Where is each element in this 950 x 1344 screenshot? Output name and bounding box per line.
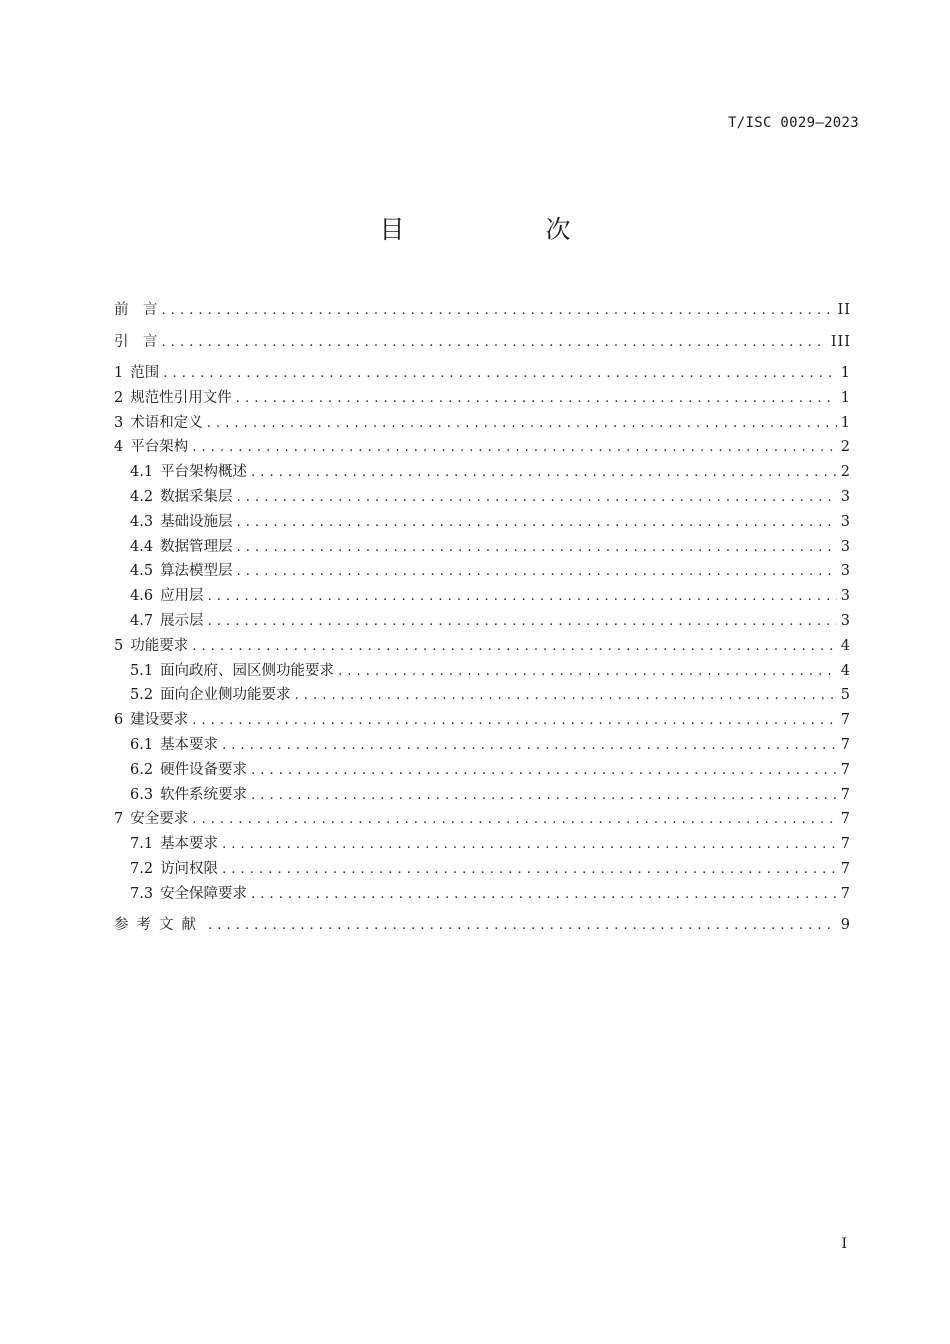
toc-entry-7-2[interactable]	[114, 857, 851, 882]
toc-entry-page: 3	[840, 488, 851, 505]
toc-leader-dots	[208, 918, 837, 933]
toc-leader-dots	[251, 465, 837, 480]
toc-leader-dots	[192, 713, 837, 728]
toc-entry-intro[interactable]	[114, 330, 851, 362]
toc-leader-dots	[208, 589, 837, 604]
toc-entry-label: 参考文献	[114, 916, 204, 933]
toc-entry-4-7[interactable]	[114, 609, 851, 634]
toc-entry-5-1[interactable]	[114, 659, 851, 684]
toc-entry-number: 4.1	[130, 464, 154, 481]
toc-entry-label: 基本要求	[160, 736, 219, 753]
toc-entry-label: 前 言	[114, 302, 158, 318]
toc-entry-4-5[interactable]	[114, 559, 851, 584]
toc-entry-number: 6	[114, 712, 124, 729]
toc-entry-number: 5	[114, 637, 124, 654]
toc-entry-page: III	[830, 333, 851, 350]
toc-leader-dots	[162, 335, 827, 350]
toc-entry-number: 6.3	[130, 786, 154, 803]
toc-entry-label: 算法模型层	[160, 563, 233, 580]
toc-entry-page: 3	[840, 538, 851, 555]
toc-entry-number: 7.2	[130, 860, 154, 877]
toc-entry-label: 基本要求	[160, 836, 219, 853]
toc-entry-1[interactable]	[114, 361, 851, 386]
toc-entry-label: 引 言	[114, 333, 158, 350]
toc-leader-dots	[251, 887, 837, 902]
toc-entry-page: 3	[840, 612, 851, 629]
toc-entry-page: 5	[840, 687, 851, 704]
toc-entry-page: 2	[840, 464, 851, 481]
toc-entry-label: 平台架构概述	[160, 464, 248, 481]
toc-title: 目 次	[379, 215, 629, 244]
toc-entry-number: 6.1	[130, 736, 154, 753]
toc-entry-label: 数据管理层	[160, 538, 233, 555]
toc-leader-dots	[295, 688, 837, 703]
toc-entry-number: 7	[114, 811, 124, 828]
toc-entry-4-6[interactable]	[114, 584, 851, 609]
toc-entry-6-2[interactable]	[114, 758, 851, 783]
toc-entry-number: 3	[114, 414, 124, 431]
toc-entry-page: 7	[840, 836, 851, 853]
toc-entry-4-2[interactable]	[114, 485, 851, 510]
toc-entry-page: 1	[840, 389, 851, 406]
toc-entry-page: 2	[840, 439, 851, 456]
toc-leader-dots	[192, 639, 837, 654]
toc-leader-dots	[338, 664, 837, 679]
toc-entry-number: 4.4	[130, 538, 154, 555]
toc-entry-label: 规范性引用文件	[130, 389, 232, 406]
toc-entry-5-2[interactable]	[114, 683, 851, 708]
toc-entry-label: 建设要求	[130, 712, 189, 729]
toc-entry-page: 7	[840, 736, 851, 753]
toc-leader-dots	[237, 490, 837, 505]
toc-entry-label: 功能要求	[130, 637, 189, 654]
toc-leader-dots	[208, 614, 837, 629]
toc-entry-number: 4.3	[130, 513, 154, 530]
toc-leader-dots	[237, 564, 837, 579]
toc-entry-page: 4	[840, 662, 851, 679]
toc-entry-number: 6.2	[130, 761, 154, 778]
toc-leader-dots	[251, 763, 837, 778]
toc-entry-4-4[interactable]	[114, 535, 851, 560]
toc-entry-label: 安全要求	[130, 811, 189, 828]
toc-entry-5[interactable]	[114, 634, 851, 659]
toc-entry-label: 硬件设备要求	[160, 761, 248, 778]
toc-entry-page: 3	[840, 588, 851, 605]
document-code: T/ISC 0029—2023	[728, 115, 859, 131]
toc-entry-number: 7.1	[130, 836, 154, 853]
toc-entry-page: 3	[840, 563, 851, 580]
toc-entry-number: 4.6	[130, 588, 154, 605]
toc-leader-dots	[222, 862, 837, 877]
toc-entry-page: 4	[840, 637, 851, 654]
toc-entry-6[interactable]	[114, 708, 851, 733]
toc-entry-number: 5.2	[130, 687, 154, 704]
toc-entry-number: 4	[114, 439, 124, 456]
toc-leader-dots	[192, 440, 837, 455]
toc-entry-4[interactable]	[114, 435, 851, 460]
toc-entry-number: 5.1	[130, 662, 154, 679]
toc-entry-4-1[interactable]	[114, 460, 851, 485]
toc-entry-page: 7	[840, 860, 851, 877]
toc-entry-page: 7	[840, 811, 851, 828]
toc-entry-number: 4.7	[130, 612, 154, 629]
toc-entry-6-1[interactable]	[114, 733, 851, 758]
toc-entry-label: 面向企业侧功能要求	[160, 687, 291, 704]
toc-leader-dots	[222, 738, 837, 753]
toc-entry-number: 4.2	[130, 488, 154, 505]
toc-entry-3[interactable]	[114, 411, 851, 436]
toc-entry-page: II	[837, 302, 851, 318]
toc-entry-page: 7	[840, 761, 851, 778]
toc-entry-number: 2	[114, 389, 124, 406]
toc-entry-label: 平台架构	[130, 439, 189, 456]
toc-leader-dots	[251, 788, 837, 803]
toc-entry-label: 基础设施层	[160, 513, 233, 530]
toc-entry-label: 访问权限	[160, 860, 219, 877]
toc-leader-dots	[237, 540, 837, 555]
toc-leader-dots	[207, 416, 837, 431]
page-number: I	[841, 1236, 847, 1252]
toc-leader-dots	[236, 391, 837, 406]
toc-entry-label: 范围	[130, 365, 160, 381]
toc-leader-dots	[237, 515, 837, 530]
toc-entry-page: 1	[840, 414, 851, 431]
toc-entry-page: 9	[840, 916, 851, 933]
table-of-contents	[114, 298, 851, 937]
toc-entry-label: 应用层	[160, 588, 204, 605]
toc-entry-2[interactable]	[114, 386, 851, 411]
toc-entry-7-3[interactable]	[114, 882, 851, 907]
toc-entry-4-3[interactable]	[114, 510, 851, 535]
toc-entry-page: 3	[840, 513, 851, 530]
toc-entry-page: 7	[840, 712, 851, 729]
toc-leader-dots	[192, 812, 837, 827]
toc-entry-number: 7.3	[130, 885, 154, 902]
toc-entry-6-3[interactable]	[114, 783, 851, 808]
toc-entry-label: 数据采集层	[160, 488, 233, 505]
toc-entry-7-1[interactable]	[114, 832, 851, 857]
toc-entry-label: 安全保障要求	[160, 885, 248, 902]
toc-entry-label: 软件系统要求	[160, 786, 248, 803]
toc-entry-page: 7	[840, 885, 851, 902]
toc-entry-label: 展示层	[160, 612, 204, 629]
toc-entry-references[interactable]	[114, 913, 851, 938]
toc-entry-label: 面向政府、园区侧功能要求	[160, 662, 335, 679]
toc-entry-preface[interactable]	[114, 298, 851, 330]
toc-leader-dots	[163, 366, 837, 381]
toc-entry-page: 1	[840, 365, 851, 381]
toc-leader-dots	[222, 837, 837, 852]
toc-entry-number: 4.5	[130, 563, 154, 580]
toc-leader-dots	[162, 303, 834, 318]
toc-entry-7[interactable]	[114, 807, 851, 832]
toc-entry-label: 术语和定义	[130, 414, 203, 431]
toc-entry-number: 1	[114, 365, 124, 381]
toc-entry-page: 7	[840, 786, 851, 803]
